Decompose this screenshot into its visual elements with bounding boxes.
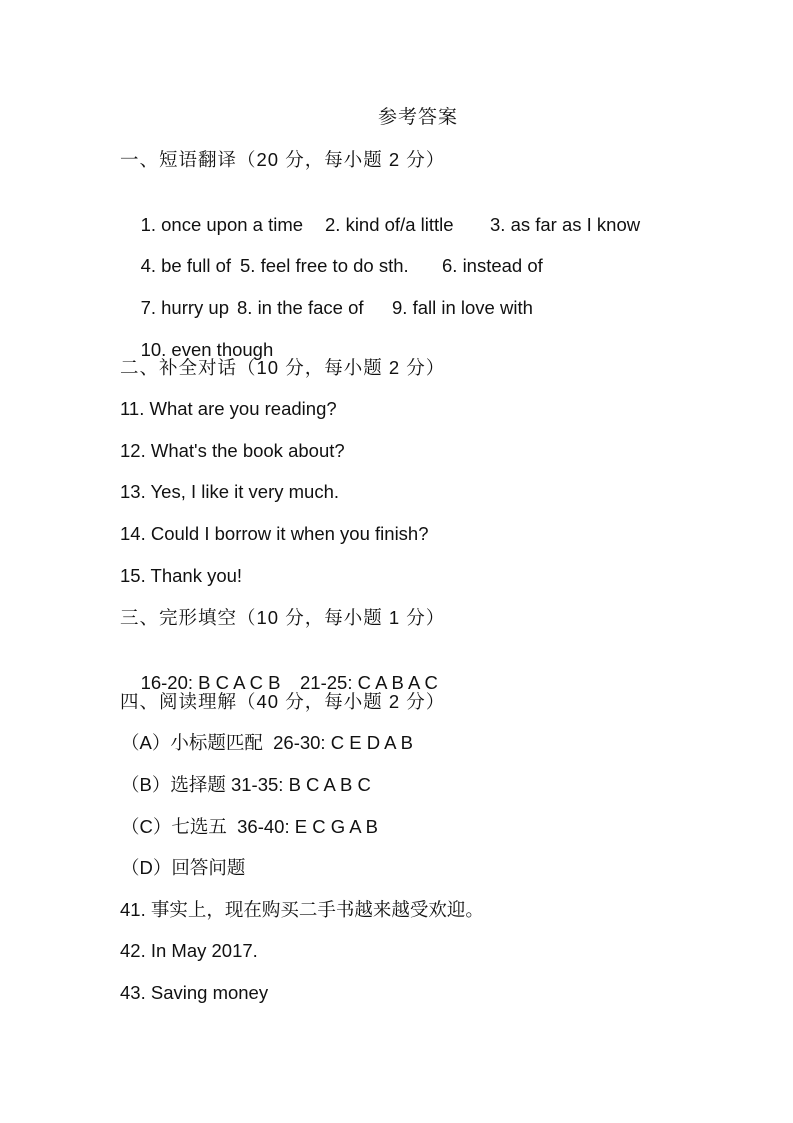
reading-answer: 43. Saving money (120, 982, 269, 1003)
reading-part: （C）七选五 36-40: E C G A B (121, 816, 379, 837)
section4-heading: 四、阅读理解（40 分，每小题 2 分） (120, 691, 446, 712)
dialogue-answer: 13. Yes, I like it very much. (120, 481, 340, 502)
phrase-answer: 5. feel free to do sth. (240, 255, 409, 276)
page-title: 参考答案 (377, 107, 458, 128)
phrase-answer: 7. hurry up (140, 297, 229, 318)
phrase-answer: 10. even though (140, 339, 274, 360)
phrase-answer: 6. instead of (442, 255, 543, 276)
phrase-answer: 1. once upon a time (140, 214, 304, 235)
reading-answer: 42. In May 2017. (120, 940, 258, 961)
reading-part: （D）回答问题 (121, 857, 246, 878)
phrase-answer: 9. fall in love with (392, 297, 533, 318)
dialogue-answer: 12. What's the book about? (120, 440, 345, 461)
section3-heading: 三、完形填空（10 分，每小题 1 分） (120, 607, 446, 628)
cloze-answer: 16-20: B C A C B (140, 672, 281, 693)
section2-heading: 二、补全对话（10 分，每小题 2 分） (120, 357, 446, 378)
phrase-answer: 2. kind of/a little (325, 214, 454, 235)
section1-heading: 一、短语翻译（20 分，每小题 2 分） (120, 149, 446, 170)
reading-answer: 41. 事实上，现在购买二手书越来越受欢迎。 (120, 899, 484, 920)
dialogue-answer: 15. Thank you! (120, 565, 243, 586)
reading-part: （A）小标题匹配 26-30: C E D A B (121, 732, 413, 753)
dialogue-answer: 11. What are you reading? (120, 398, 337, 419)
phrase-answer: 3. as far as I know (490, 214, 641, 235)
reading-part: （B）选择题 31-35: B C A B C (121, 774, 371, 795)
cloze-answer: 21-25: C A B A C (300, 672, 438, 693)
dialogue-answer: 14. Could I borrow it when you finish? (120, 523, 429, 544)
phrase-answer: 4. be full of (140, 255, 232, 276)
phrase-answer: 8. in the face of (237, 297, 364, 318)
